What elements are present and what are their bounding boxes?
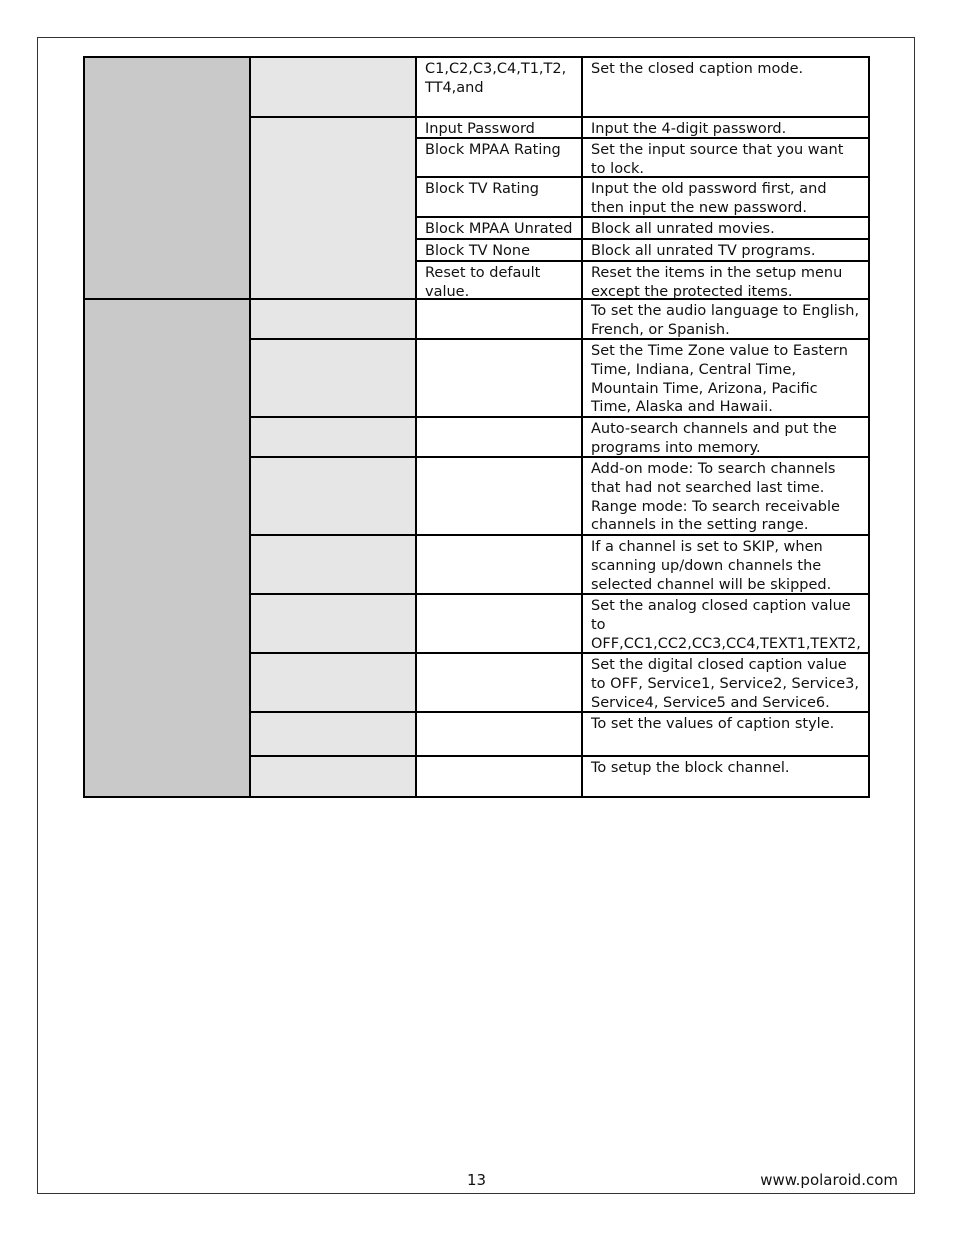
subitem-cell bbox=[251, 458, 417, 536]
subitem-cell bbox=[251, 713, 417, 757]
option-cell: Block MPAA Unrated bbox=[417, 218, 583, 240]
option-cell bbox=[417, 713, 583, 757]
description-cell: Input the old password first, and then input the new password. bbox=[583, 178, 868, 218]
description-cell: To setup the block channel. bbox=[591, 760, 790, 776]
subitem-cell bbox=[251, 757, 417, 796]
footer-website-link[interactable]: www.polaroid.com bbox=[760, 1171, 898, 1189]
option-cell: Reset to default value. bbox=[417, 262, 583, 300]
option-cell: Block TV Rating bbox=[417, 178, 583, 218]
description-cell: Set the analog closed caption value to OFF,CC1,CC2,CC3,CC4,TEXT1,TEXT2, bbox=[583, 595, 868, 654]
subitem-cell bbox=[251, 118, 417, 262]
subitem-cell bbox=[251, 58, 417, 118]
settings-table bbox=[83, 56, 870, 798]
description-cell: To set the audio language to English, French, or Spanish. bbox=[583, 300, 868, 340]
description-cell: Auto-search channels and put the programs into memory. bbox=[583, 418, 868, 458]
subitem-cell bbox=[251, 300, 417, 340]
page-number: 13 bbox=[467, 1171, 487, 1189]
subitem-cell bbox=[251, 418, 417, 458]
description-cell: If a channel is set to SKIP, when scanning up/down channels the selected channel will be skipped. bbox=[583, 536, 868, 595]
subitem-cell bbox=[251, 595, 417, 654]
option-cell bbox=[417, 536, 583, 595]
option-cell bbox=[417, 300, 583, 340]
subitem-cell bbox=[251, 262, 417, 300]
description-cell: Set the closed caption mode. bbox=[583, 58, 868, 118]
option-cell bbox=[417, 595, 583, 654]
subitem-cell bbox=[251, 340, 417, 418]
description-cell: To set the values of caption style. bbox=[583, 713, 868, 757]
option-cell: Input Password bbox=[417, 118, 583, 139]
option-cell bbox=[417, 458, 583, 536]
subitem-cell bbox=[251, 654, 417, 713]
menu-group-setup bbox=[85, 300, 251, 796]
option-cell: Block TV None bbox=[417, 240, 583, 262]
subitem-cell bbox=[251, 536, 417, 595]
menu-group-lock bbox=[85, 58, 251, 300]
description-cell: Reset the items in the setup menu except the protected items. bbox=[583, 262, 868, 300]
option-cell bbox=[417, 340, 583, 418]
description-cell: Add-on mode: To search channels that had not searched last time. Range mode: To search receivable channels in the setting range. bbox=[583, 458, 868, 536]
description-cell: Set the digital closed caption value to OFF, Service1, Service2, Service3, Service4, Service5 and Service6. bbox=[583, 654, 868, 713]
option-cell bbox=[417, 757, 583, 796]
description-cell: Block all unrated movies. bbox=[583, 218, 868, 240]
description-cell: Set the input source that you want to lock. bbox=[583, 139, 868, 178]
option-cell bbox=[417, 654, 583, 713]
option-cell bbox=[417, 418, 583, 458]
description-cell: Input the 4-digit password. bbox=[583, 118, 868, 139]
description-cell: Block all unrated TV programs. bbox=[583, 240, 868, 262]
option-cell: Block MPAA Rating bbox=[417, 139, 583, 178]
option-cell: C1,C2,C3,C4,T1,T2, TT4,and bbox=[417, 58, 583, 118]
description-cell: Set the Time Zone value to Eastern Time, Indiana, Central Time, Mountain Time, Arizona, Pacific Time, Alaska and Hawaii. bbox=[583, 340, 868, 418]
